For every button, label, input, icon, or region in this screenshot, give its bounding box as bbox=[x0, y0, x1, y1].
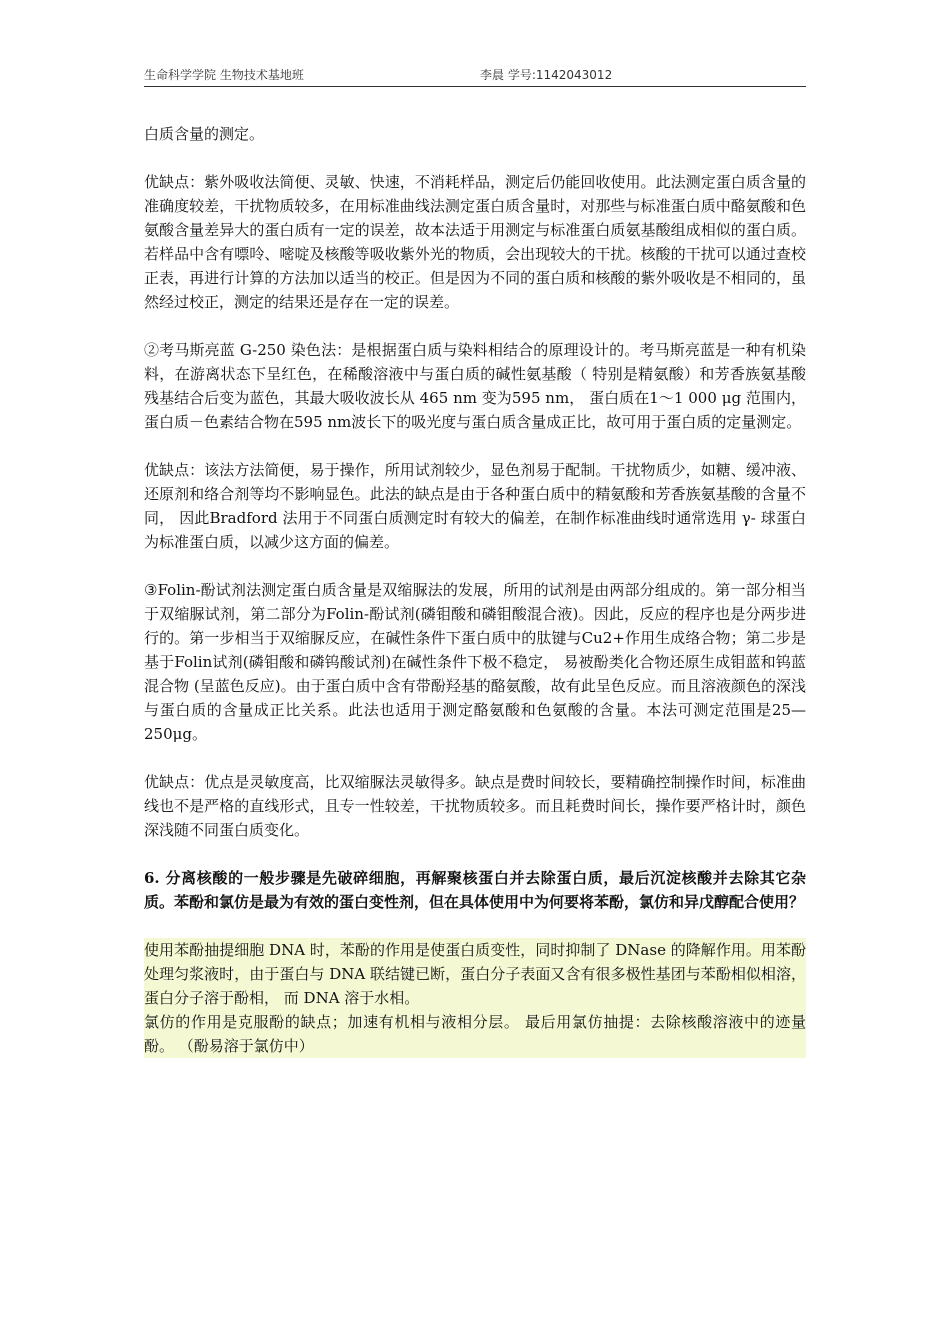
header-student-info: 李晨 学号:1142043012 bbox=[480, 68, 613, 82]
document-body bbox=[144, 122, 806, 1058]
answer-6-phenol: 使用苯酚抽提细胞 DNA 时，苯酚的作用是使蛋白质变性，同时抑制了 DNase 的降解作用。用苯酚处理匀浆液时，由于蛋白与 DNA 联结键已断，蛋白分子表面又含有很多极性基团与苯酚相似相溶， 蛋白分子溶于酚相， 而 DNA 溶于水相。 bbox=[144, 938, 806, 1010]
paragraph-intro-fragment: 白质含量的测定。 bbox=[144, 125, 265, 143]
paragraph-coomassie-method: ②考马斯亮蓝 G-250 染色法：是根据蛋白质与染料相结合的原理设计的。考马斯亮蓝是一种有机染料，在游离状态下呈红色，在稀酸溶液中与蛋白质的碱性氨基酸（ 特别是精氨酸）和芳香族氨基酸残基结合后变为蓝色，其最大吸收波长从 465 nm 变为595 nm， 蛋白质在1～1 000 μg 范围内， 蛋白质－色素结合物在595 nm波长下的吸光度与蛋白质含量成正比，故可用于蛋白质的定量测定。 bbox=[144, 341, 806, 431]
page-header bbox=[144, 66, 806, 87]
paragraph-folin-pros-cons: 优缺点：优点是灵敏度高，比双缩脲法灵敏得多。缺点是费时间较长，要精确控制操作时间，标准曲线也不是严格的直线形式，且专一性较差，干扰物质较多。而且耗费时间长，操作要严格计时，颜色深浅随不同蛋白质变化。 bbox=[144, 773, 806, 839]
paragraph-uv-pros-cons: 优缺点：紫外吸收法简便、灵敏、快速，不消耗样品，测定后仍能回收使用。此法测定蛋白质含量的准确度较差，干扰物质较多，在用标准曲线法测定蛋白质含量时，对那些与标准蛋白质中酪氨酸和色氨酸含量差异大的蛋白质有一定的误差，故本法适于用测定与标准蛋白质氨基酸组成相似的蛋白质。若样品中含有嘌呤、嘧啶及核酸等吸收紫外光的物质，会出现较大的干扰。核酸的干扰可以通过查校正表，再进行计算的方法加以适当的校正。但是因为不同的蛋白质和核酸的紫外吸收是不相同的，虽然经过校正，测定的结果还是存在一定的误差。 bbox=[144, 173, 806, 311]
paragraph-folin-method: ③Folin-酚试剂法测定蛋白质含量是双缩脲法的发展，所用的试剂是由两部分组成的。第一部分相当于双缩脲试剂，第二部分为Folin-酚试剂(磷钼酸和磷钼酸混合液)。因此，反应的程序也是分两步进行的。第一步相当于双缩脲反应，在碱性条件下蛋白质中的肽键与Cu2+作用生成络合物；第二步是基于Folin试剂(磷钼酸和磷钨酸试剂)在碱性条件下极不稳定， 易被酚类化合物还原生成钼蓝和钨蓝混合物 (呈蓝色反应)。由于蛋白质中含有带酚羟基的酪氨酸，故有此呈色反应。而且溶液颜色的深浅与蛋白质的含量成正比关系。此法也适用于测定酪氨酸和色氨酸的含量。本法可测定范围是25—250μg。 bbox=[144, 581, 806, 743]
question-6: 6. 分离核酸的一般步骤是先破碎细胞，再解聚核蛋白并去除蛋白质，最后沉淀核酸并去除其它杂质。苯酚和氯仿是最为有效的蛋白变性剂，但在具体使用中为何要将苯酚，氯仿和异戊醇配合使用？ bbox=[144, 869, 806, 911]
paragraph-coomassie-pros-cons: 优缺点：该法方法简便，易于操作，所用试剂较少，显色剂易于配制。干扰物质少，如糖、缓冲液、还原剂和络合剂等均不影响显色。此法的缺点是由于各种蛋白质中的精氨酸和芳香族氨基酸的含量不同， 因此Bradford 法用于不同蛋白质测定时有较大的偏差，在制作标准曲线时通常选用 γ- 球蛋白为标准蛋白质，以减少这方面的偏差。 bbox=[144, 461, 806, 551]
answer-6-chloroform: 氯仿的作用是克服酚的缺点；加速有机相与液相分层。 最后用氯仿抽提：去除核酸溶液中的迹量酚。 （酚易溶于氯仿中） bbox=[144, 1010, 806, 1058]
header-affiliation: 生命科学学院 生物技术基地班 bbox=[144, 68, 304, 82]
